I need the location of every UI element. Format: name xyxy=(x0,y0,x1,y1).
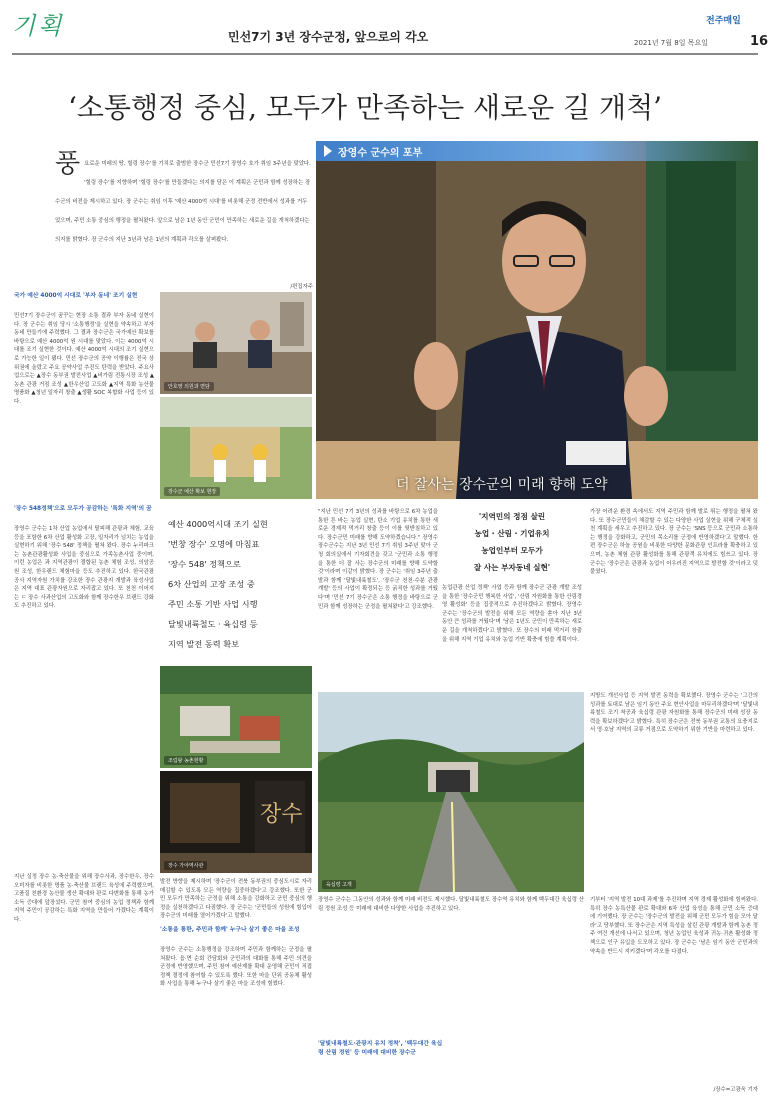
photo-museum xyxy=(160,771,312,873)
mid-col-7: 장영수 군수는 그동안의 성과와 함께 미래 비전도 제시했다. 달빛내륙철도 장수역 유치와 함께 백두대간 육십령 산림 정원 조성 등 미래에 대비한 다양한 사업을 추진하고 있다. xyxy=(318,897,584,912)
photo-site-art xyxy=(160,397,312,499)
mid-col-2: 농업관광 산업 정책' 사업 등과 함께 장수군 관광 개발 조성을 통한 '장수군민 행복한 사업', '산림 자원화를 통한 산림경영 활성화' 등을 집중적으로 추진하겠다고 밝혔다. 장영수 군수는 '장수군의 발전을 위해 모든 역량을 쏟아 지난 3년 동안 큰 성과를 거뒀다'며 '남은 1년도 군민이 만족하는 새로운 길을 개척하겠다'고 밝혔다. 또 장수의 미래 먹거리 창출을 위해 지역 기업 유치와 농업 기반 확충에 힘쓸 계획이다. xyxy=(442,585,582,643)
banner-arrow-icon xyxy=(324,145,332,157)
lead-byline: /편집자주 xyxy=(290,284,313,290)
photo-aerial xyxy=(160,666,312,768)
mid-col-8: 기부터 '지역 발전 10대 과제'를 추진하며 지역 경제 활성화에 힘써왔다. 특히 장수 농특산물 판로 확대와 6차 산업 육성을 통해 군민 소득 증대에 기여했다. 장 군수는 '장수군의 발전을 위해 군민 모두가 힘을 모아 달라'고 당부했다. 또 장수군은 지역 특성을 살린 관광 개발과 함께 농촌 정주 여건 개선에 나서고 있으며, 청년 농업인 육성과 귀농·귀촌 활성화 정책으로 인구 유입을 도모하고 있다. 장 군수는 '남은 임기 동안 군민과의 약속을 반드시 지키겠다'며 각오를 다졌다. xyxy=(590,897,758,955)
mid-col-3: 가장 어려운 환경 속에서도 지역 주민과 함께 발로 뛰는 행정을 펼쳐 왔다. 또 장수군민들이 체감할 수 있는 다양한 사업 실현을 위해 구체적 실천 계획을 세우고 추진하고 있다. 장 군수는 'SNS 등으로 군민과 소통하는 행정을 강화하고, 군민의 목소리를 군정에 반영하겠다'고 말했다. 한편 장수군은 하늘 공원을 비롯한 다양한 문화관광 인프라를 확충하고 있으며, 농촌 체험 관광 활성화를 통해 관광객 유치에도 힘쓰고 있다. 장 군수는 '장수군은 관광과 농업이 어우러진 지역으로 발전할 것'이라고 덧붙였다. xyxy=(590,509,758,576)
box-line-7: 지역 발전 동력 확보 xyxy=(168,639,240,649)
photo-museum-art xyxy=(160,771,312,873)
box-line-4: 6차 산업의 고장 조성 중 xyxy=(168,579,255,589)
caption-2: 장수군 예산 확보 현장 xyxy=(164,487,220,496)
caption-4: 장수 가야역사관 xyxy=(164,861,207,870)
box-line-6: 달빛내륙철도 · 육십령 등 xyxy=(168,619,258,629)
section-label: 기획 xyxy=(12,12,65,40)
photo-meeting-art xyxy=(160,292,312,394)
sidebar-line-3: 농업인부터 모두가 xyxy=(481,546,543,555)
lead-text: 요로운 미래의 땅, 힐링 장수'를 기치로 출범한 장수군 민선7기 장영수 호가 취임 3주년을 맞았다. '힐링 장수'를 지향하며 '힐링 장수'를 만들겠다는 의지를 담은 이 계획은 군민과 함께 성장하는 장수군의 비전을 제시하고 있다. 장 군수는 취임 이후 '예산 4000억 시대'를 비롯해 군정 전반에서 성과를 거두었으며, 주민 소통 중심의 행정을 펼쳐왔다. 앞으로 남은 1년 동안 군민이 만족하는 새로운 길을 개척하겠다는 의지를 밝혔다. 장 군수의 지난 3년과 남은 1년의 계획과 각오를 살펴봤다. xyxy=(55,161,311,243)
sidebar-quote-box xyxy=(442,508,582,580)
box-line-5: 주민 소통 기반 사업 시행 xyxy=(168,599,258,609)
caption-5: 육십령 고개 xyxy=(322,880,356,889)
photo-road xyxy=(318,692,584,892)
sidebar-line-1: '지역민의 정점 살린 xyxy=(478,512,546,521)
mid-col-4: 지방도 개선사업 등 지역 발전 동력을 확보했다. 장영수 군수는 '그간의 성과를 토대로 남은 임기 동안 주요 현안사업을 마무리하겠다'며 '달빛내륙철도 조기 착공과 육십령 관광 자원화를 통해 장수군의 미래 성장 동력을 확보하겠다'고 밝혔다. 특히 장수군은 전북 동부권 교통의 요충지로서 영·호남 지역의 교류 거점으로 도약하기 위한 기반을 마련하고 있다. xyxy=(590,693,758,734)
box-line-1: 예산 4000억시대 조기 실현 xyxy=(168,519,268,529)
sidebar-line-2: 농업 · 산림 · 기업유치 xyxy=(474,529,550,538)
drop-cap: 풍 xyxy=(55,149,81,179)
main-title: ‘소통행정 중심, 모두가 만족하는 새로운 길 개척’ xyxy=(68,91,663,124)
mid-heading-4: '달빛내륙철도·관광지 유치 정착', '백두대간 육십령 산림 정원' 등 미래에 대비한 장수군 xyxy=(318,1041,443,1056)
left-paragraph-1: 민선7기 장수군이 꿈꾸는 현장 소통 결과 부자 동네 실현이다. 장 군수는 취임 당시 '소통행정'을 실현을 약속하고 부자 동네 만들기에 주력했다. 그 결과 장수군은 국가예산 확보를 바탕으로 예산 4000억 원 시대를 맞았다. 이는 4000억 시대를 조기 실현한 것이다. 예산 4000억 시대의 조기 실현으로 가능한 일이 됐다. 민선 장수군의 공약 이행률은 전국 상위권에 올랐고 주요 공약사업 추진도 탄력을 받았다. 주요사업으로는 ▲장수 동부권 발전사업 ▲비가림 전통시장 조성 ▲농촌 관광 거점 조성 ▲한우산업 고도화 ▲지역 특화 농산물 명품화 ▲청년 일자리 창출 ▲생활 SOC 복합화 사업 등이 있다. xyxy=(14,313,154,405)
photo-aerial-art xyxy=(160,666,312,768)
left-heading-1: 국가 예산 4000억 시대로 '부자 동네' 조기 실현 xyxy=(14,293,138,299)
governor-photo xyxy=(316,141,758,499)
caption-1: 안호영 의원과 면담 xyxy=(164,382,214,391)
paper-name: 전주매일 xyxy=(706,16,741,26)
left-heading-2: '장수 548정책'으로 모두가 공감하는 '특화 지역'의 꿈 xyxy=(14,506,152,512)
issue-date: 2021년 7월 8일 목요일 xyxy=(634,39,708,47)
svg-text:장수: 장수 xyxy=(260,802,303,827)
photo-site xyxy=(160,397,312,499)
quote-title: 더 잘사는 장수군의 미래 향해 도약 xyxy=(396,477,608,493)
banner xyxy=(316,141,758,161)
left-paragraph-3: 지난 실정 장수 농·축산물을 위해 장수사과, 장수한우, 장수오미자를 비롯한 명품 농·축산물 브랜드 육성에 주력했으며, 고품질 친환경 농산물 생산 확대와 판로 다변화를 통해 농가 소득 증대에 앞장섰다. 군민 참여 중심의 농업 정책과 함께 지역 주민이 공감하는 특화 지역을 만들어 가겠다는 계획이다. xyxy=(14,874,154,923)
mid-heading-3: '소통을 통한, 주민과 함께' 누구나 살기 좋은 마을 조성 xyxy=(160,927,300,933)
caption-3: 조림왕 농촌현황 xyxy=(164,756,207,765)
header-title: 민선7기 3년 장수군정, 앞으로의 각오 xyxy=(228,30,429,44)
mid-col-1: "지난 민선 7기 3년의 성과를 바탕으로 6차 농업을 통한 튼 바는 농업 실현, 탄소 기업 유치를 통한 새로운 경제적 먹거리 창출 등이 이를 뒷받침하고 있다. 장수군민 미래를 향해 도약하겠습니다." 장영수 장수군수는 지난 3년 민선 7기 취임 3주년 맞아 군청 회의실에서 기자회견을 갖고 '군민과 소통 행정을 통한 더 잘 사는 장수군의 미래를 향해 도약할 것'이라며 이같이 밝혔다. 장 군수는 '취임 3주년 출발과 함께 '달빛내륙철도', '장수군 천천·수분 관광개발' 등의 사업이 확정되는 등 굵직한 성과를 거뒀다'며 '민선 7기 장수군은 소통 행정을 바탕으로 군민과 함께 성장하는 군정을 펼쳐왔다'고 강조했다. xyxy=(318,509,438,610)
box-line-2: '번창 장수' 오명에 마침표 xyxy=(168,539,260,549)
sidebar-line-4: 잘 사는 부자동네 실현' xyxy=(473,563,551,572)
photo-meeting xyxy=(160,292,312,394)
mid-col-5: 발전 방향을 제시하며 '장수군이 전북 동부권의 중심도시로 자리매김할 수 있도록 모든 역량을 집중하겠다'고 강조했다. 또한 군민 모두가 만족하는 군정을 위해 소통을 강화하고 군민 중심의 행정을 실천하겠다고 다짐했다. 장 군수는 '군민들의 성원에 힘입어 장수군의 미래를 열어가겠다'고 말했다. xyxy=(160,879,312,920)
section-logo xyxy=(12,6,82,42)
left-paragraph-2: 장영수 군수는 1차 산업 농업에서 탈피해 관광과 체험, 교육 등을 포함한 6차 산업 활성화 고장, 일자리가 넘치는 농업을 실현하기 위해 '장수 548' 정책을 펼쳐 왔다. 장수 누리파크는 농촌관광활성화 사업을 중심으로 가족농촌사업 중이며, 이런 농업은 과 지역관광이 결합된 농촌 체험 조성, 의암공원 조성, 한우랜드 체험마을 등도 추진하고 있다. 한국관광공사 지역자원 가치를 강조한 장수 관광지 개발과 육성사업은 지역 대표 관광자원으로 자리잡고 있다. 또 천천 이어지는 ㄷ 장수 사과산업의 고도화와 함께 장수한우 브랜드 강화도 추진하고 있다. xyxy=(14,526,154,610)
mid-col-6: 장영수 군수는 소통행정을 강조하며 주민과 함께하는 군정을 펼쳐왔다. 읍·면 순회 간담회와 군민과의 대화를 통해 주민 의견을 군정에 반영했으며, 주민 참여 예산제를 확대 운영해 군민이 직접 정책 결정에 참여할 수 있도록 했다. 또한 마을 단위 공동체 활성화 사업을 통해 누구나 살기 좋은 마을 조성에 힘썼다. xyxy=(160,947,312,988)
banner-label: 장영수 군수의 포부 xyxy=(338,148,423,159)
article-byline: /장수=고광욱 기자 xyxy=(713,1087,758,1093)
lead-paragraph xyxy=(55,150,311,282)
photo-road-art xyxy=(318,692,584,892)
summary-box xyxy=(160,508,312,662)
page-number: 16 xyxy=(750,34,769,49)
box-line-3: '장수 548' 정책으로 xyxy=(168,559,241,569)
header-rule xyxy=(12,53,758,55)
governor-photo-art xyxy=(316,141,758,499)
